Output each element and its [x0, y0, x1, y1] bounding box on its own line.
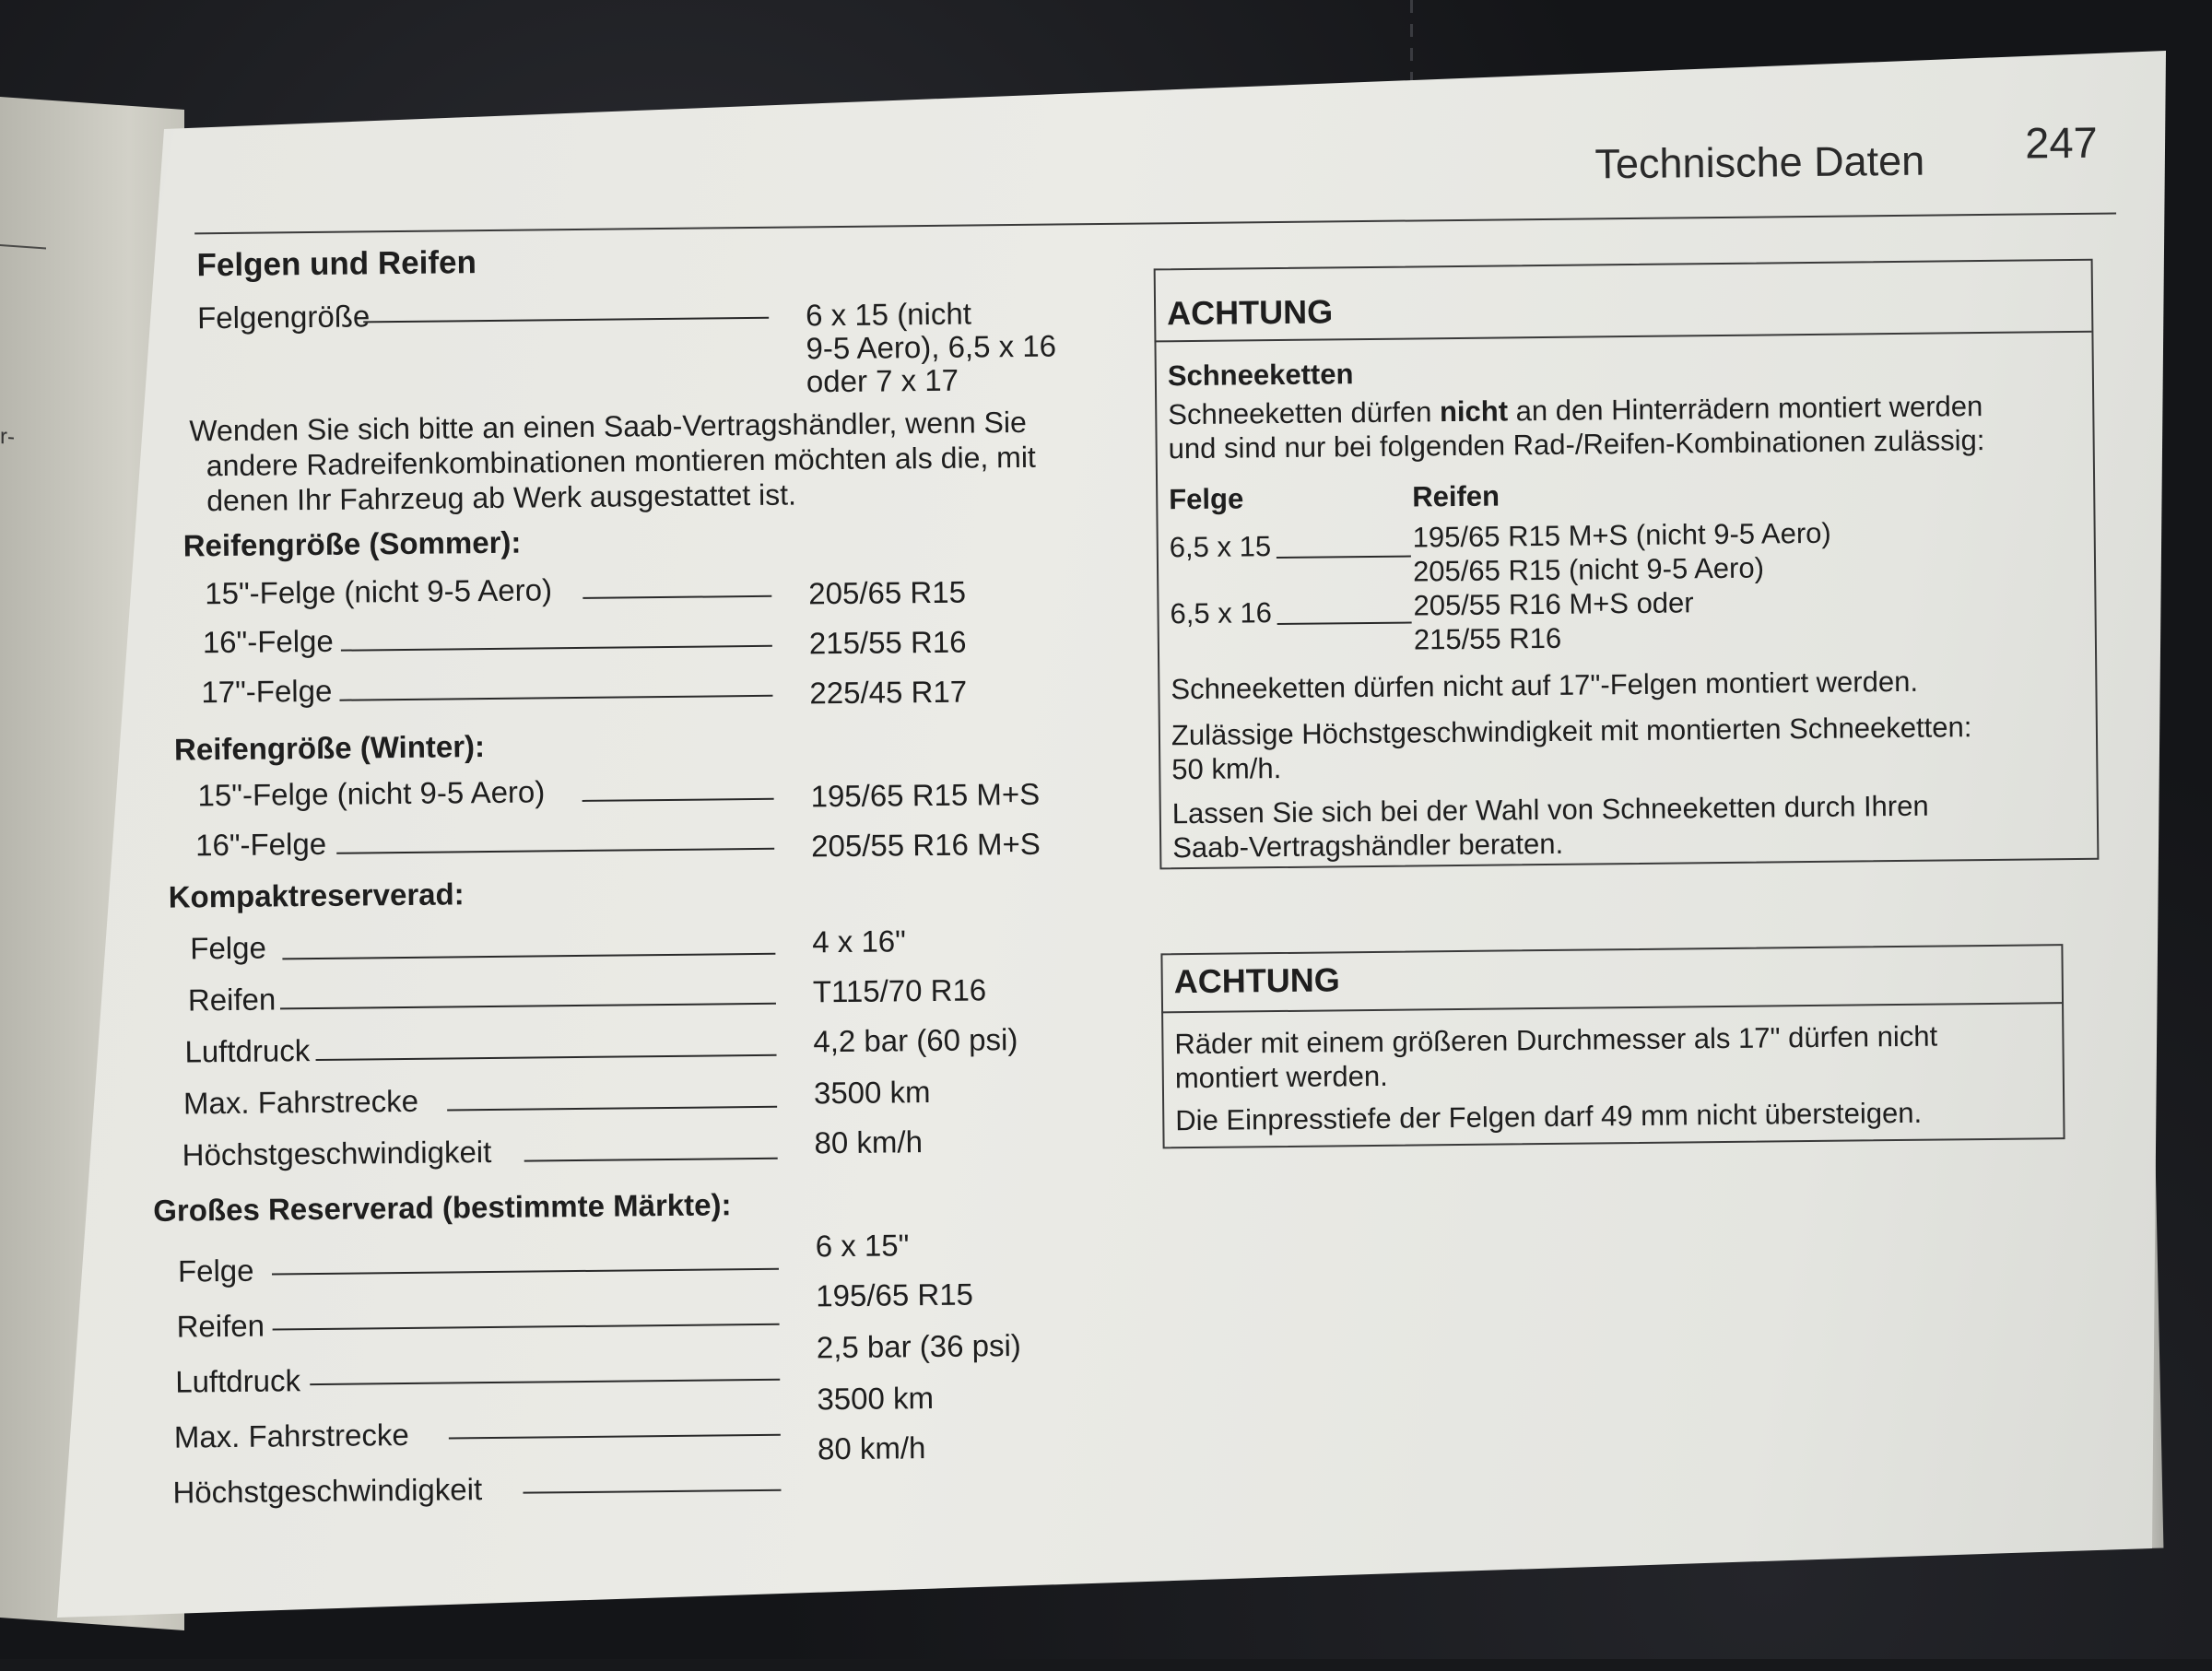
large-row-label: Felge: [177, 1253, 254, 1289]
rim-size-value-line: 6 x 15 (nicht: [805, 296, 972, 333]
warning-title: ACHTUNG: [1166, 292, 1334, 333]
large-row-value: 195/65 R15: [816, 1277, 974, 1313]
column-header-tyre: Reifen: [1412, 479, 1500, 513]
combo-rim: 6,5 x 15: [1169, 530, 1272, 564]
snow-chains-speed-line: 50 km/h.: [1171, 752, 1282, 786]
large-row-label: Höchstgeschwindigkeit: [172, 1472, 483, 1510]
snow-chains-advice-line: Lassen Sie sich bei der Wahl von Schneeketten durch Ihren: [1171, 789, 1929, 830]
wheel-diameter-warning-line: Räder mit einem größeren Durchmesser als 17" dürfen nicht: [1174, 1019, 1938, 1061]
leader-line: [523, 1489, 781, 1494]
winter-row-value: 205/55 R16 M+S: [810, 826, 1041, 864]
leader-line: [273, 1324, 780, 1331]
header-rule: [194, 212, 2116, 234]
combo-tyre: 195/65 R15 M+S (nicht 9-5 Aero): [1412, 516, 1831, 554]
compact-row-label: Luftdruck: [184, 1033, 311, 1069]
warning-title: ACHTUNG: [1173, 960, 1340, 1001]
large-row-value: 6 x 15": [815, 1228, 910, 1264]
large-row-value: 2,5 bar (36 psi): [816, 1327, 1022, 1365]
compact-spare-heading: Kompaktreserverad:: [168, 877, 465, 914]
leader-line: [339, 695, 772, 701]
combo-rim: 6,5 x 16: [1170, 596, 1273, 630]
combo-tyre: 215/55 R16: [1413, 621, 1562, 656]
large-spare-heading: Großes Reserverad (bestimmte Märkte):: [153, 1187, 732, 1228]
compact-row-label: Reifen: [187, 982, 276, 1018]
leader-line: [272, 1268, 779, 1276]
dealer-note-line: Wenden Sie sich bitte an einen Saab-Vertragshändler, wenn Sie: [189, 405, 1028, 448]
snow-chains-intro-line: Schneeketten dürfen nicht an den Hinterrädern montiert werden: [1168, 390, 1983, 431]
offset-warning: Die Einpresstiefe der Felgen darf 49 mm nicht übersteigen.: [1175, 1096, 1923, 1137]
header-title: Technische Daten: [1594, 136, 1925, 188]
leader-line: [363, 317, 769, 324]
compact-row-value: 3500 km: [813, 1075, 931, 1111]
snow-chains-intro-line: und sind nur bei folgenden Rad-/Reifen-Kombinationen zulässig:: [1168, 423, 1985, 465]
leader-line: [336, 848, 774, 854]
combo-tyre: 205/65 R15 (nicht 9-5 Aero): [1412, 551, 1765, 588]
large-row-label: Max. Fahrstrecke: [173, 1417, 409, 1454]
leader-line: [524, 1158, 778, 1162]
summer-row-value: 205/65 R15: [808, 574, 967, 611]
page-number: 247: [2024, 117, 2098, 168]
compact-row-label: Höchstgeschwindigkeit: [182, 1135, 492, 1172]
winter-row-label: 15"-Felge (nicht 9-5 Aero): [197, 774, 546, 813]
rim-size-label: Felgengröße: [196, 299, 371, 335]
leader-line: [341, 645, 772, 652]
snow-chains-note: Schneeketten dürfen nicht auf 17"-Felgen montiert werden.: [1171, 665, 1919, 706]
leader-line: [449, 1434, 781, 1440]
summer-row-label: 15"-Felge (nicht 9-5 Aero): [205, 572, 553, 611]
leader-line: [582, 798, 774, 802]
large-row-value: 3500 km: [817, 1380, 935, 1417]
winter-row-label: 16"-Felge: [194, 826, 327, 863]
wheel-diameter-warning-line: montiert werden.: [1174, 1059, 1388, 1095]
rim-size-value-line: 9-5 Aero), 6,5 x 16: [806, 328, 1057, 366]
compact-row-value: T115/70 R16: [812, 972, 987, 1009]
combo-tyre: 205/55 R16 M+S oder: [1413, 586, 1694, 622]
compact-row-label: Max. Fahrstrecke: [182, 1083, 419, 1121]
compact-row-value: 80 km/h: [814, 1124, 924, 1160]
dealer-note-line: denen Ihr Fahrzeug ab Werk ausgestattet ist.: [206, 477, 797, 518]
compact-row-value: 4,2 bar (60 psi): [813, 1022, 1018, 1059]
winter-row-value: 195/65 R15 M+S: [810, 776, 1041, 814]
leader-line: [282, 953, 775, 960]
summer-row-value: 215/55 R16: [808, 624, 967, 661]
leader-line: [447, 1106, 777, 1112]
compact-row-label: Felge: [190, 930, 267, 966]
summer-heading: Reifengröße (Sommer):: [182, 524, 522, 563]
winter-heading: Reifengröße (Winter):: [173, 729, 486, 767]
large-row-value: 80 km/h: [817, 1430, 926, 1466]
summer-row-label: 17"-Felge: [201, 673, 333, 710]
leader-line: [310, 1379, 780, 1385]
summer-row-label: 16"-Felge: [202, 623, 334, 660]
column-header-rim: Felge: [1169, 482, 1244, 516]
summer-row-value: 225/45 R17: [809, 674, 968, 711]
snow-chains-subtitle: Schneeketten: [1167, 358, 1354, 393]
left-page-fragment: r-: [0, 424, 15, 451]
large-row-label: Luftdruck: [175, 1363, 301, 1399]
dealer-note-line: andere Radreifenkombinationen montieren möchten als die, mit: [206, 440, 1037, 483]
large-row-label: Reifen: [176, 1308, 265, 1344]
snow-chains-speed-line: Zulässige Höchstgeschwindigkeit mit montierten Schneeketten:: [1171, 711, 1972, 752]
rim-size-value-line: oder 7 x 17: [806, 362, 959, 399]
compact-row-value: 4 x 16": [812, 924, 907, 959]
snow-chains-advice-line: Saab-Vertragshändler beraten.: [1172, 827, 1564, 865]
section-title: Felgen und Reifen: [196, 244, 477, 284]
leader-line: [582, 595, 771, 599]
leader-line: [280, 1003, 776, 1010]
leader-line: [316, 1054, 777, 1061]
